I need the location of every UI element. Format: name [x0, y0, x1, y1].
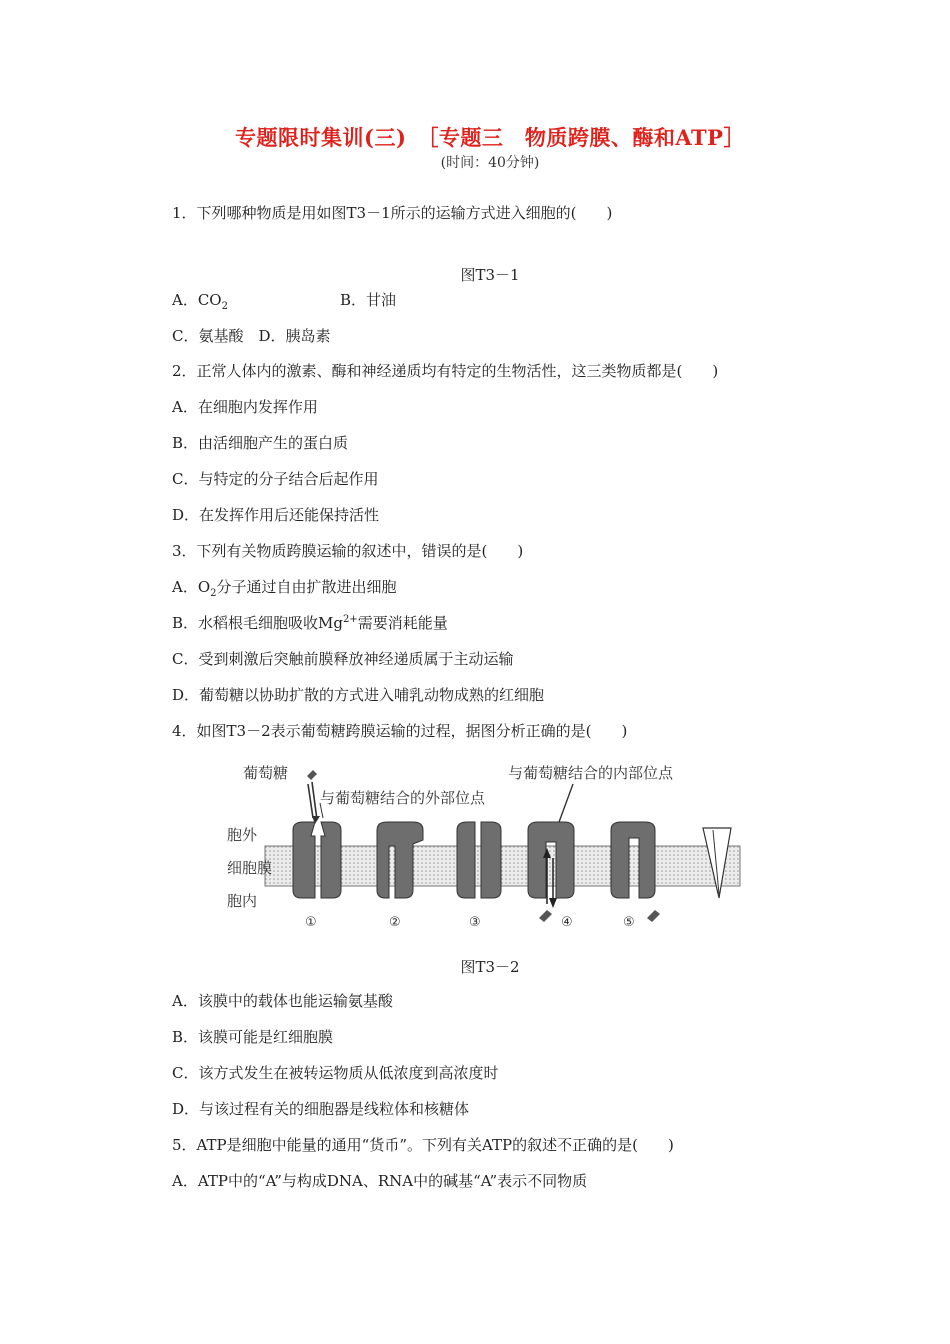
- question-1-stem: 1．下列哪种物质是用如图T3－1所示的运输方式进入细胞的( ): [172, 204, 613, 222]
- glucose-molecule-icon-released-4: [539, 910, 552, 922]
- label-glucose: 葡萄糖: [243, 764, 289, 782]
- figure-t3-2: [225, 758, 745, 933]
- question-5-option-a: A．ATP中的“A”与构成DNA、RNA中的碱基“A”表示不同物质: [172, 1172, 588, 1190]
- label-inside: 胞内: [227, 892, 258, 910]
- question-3-option-a: A．$O_2$分子通过自由扩散进出细胞: [172, 578, 397, 599]
- step-label-3: ③: [469, 915, 481, 930]
- question-3-stem: 3．下列有关物质跨膜运输的叙述中，错误的是( ): [172, 542, 524, 560]
- step-label-5: ⑤: [623, 915, 635, 930]
- figure-t3-1-caption: 图T3－1: [460, 266, 520, 284]
- question-3-option-b: B．水稻根毛细胞吸收$Mg^{2+}$需要消耗能量: [172, 614, 448, 632]
- label-membrane: 细胞膜: [227, 859, 273, 877]
- question-4-option-d: D．与该过程有关的细胞器是线粒体和核糖体: [172, 1100, 470, 1118]
- question-4-option-a: A．该膜中的载体也能运输氨基酸: [172, 992, 393, 1010]
- question-2-stem: 2．正常人体内的激素、酶和神经递质均有特定的生物活性，这三类物质都是( ): [172, 362, 719, 380]
- label-outside: 胞外: [227, 826, 258, 844]
- glucose-molecule-icon-released-5: [647, 910, 660, 922]
- glucose-molecule-icon: [307, 770, 317, 780]
- option-b: B．甘油: [339, 291, 397, 309]
- question-3-option-c: C．受到刺激后突触前膜释放神经递质属于主动运输: [172, 650, 514, 668]
- time-limit: (时间：40分钟): [440, 155, 540, 171]
- question-4-stem: 4．如图T3－2表示葡萄糖跨膜运输的过程，据图分析正确的是( ): [172, 722, 628, 740]
- question-4-option-c: C．该方式发生在被转运物质从低浓度到高浓度时: [172, 1064, 499, 1082]
- question-5-stem: 5．ATP是细胞中能量的通用“货币”。下列有关ATP的叙述不正确的是( ): [172, 1136, 674, 1154]
- question-2-option-c: C．与特定的分子结合后起作用: [172, 470, 379, 488]
- question-1-options-cd: C．氨基酸 D．胰岛素: [172, 327, 331, 345]
- step-label-4: ④: [561, 915, 573, 930]
- label-outer-binding-site: 与葡萄糖结合的外部位点: [320, 789, 486, 807]
- page-title: 专题限时集训(三) ［专题三 物质跨膜、酶和ATP］: [235, 125, 745, 150]
- question-4-option-b: B．该膜可能是红细胞膜: [172, 1028, 334, 1046]
- question-1-options-ab: [172, 289, 396, 312]
- step-label-1: ①: [305, 915, 317, 930]
- question-2-option-d: D．在发挥作用后还能保持活性: [172, 506, 380, 524]
- question-2-option-b: B．由活细胞产生的蛋白质: [172, 434, 349, 452]
- question-2-option-a: A．在细胞内发挥作用: [172, 398, 318, 416]
- figure-t3-2-caption: 图T3－2: [460, 958, 520, 976]
- step-label-2: ②: [389, 915, 401, 930]
- question-3-option-d: D．葡萄糖以协助扩散的方式进入哺乳动物成熟的红细胞: [172, 686, 545, 704]
- option-a: A．$CO_2$: [172, 291, 228, 312]
- label-inner-binding-site: 与葡萄糖结合的内部位点: [508, 764, 674, 782]
